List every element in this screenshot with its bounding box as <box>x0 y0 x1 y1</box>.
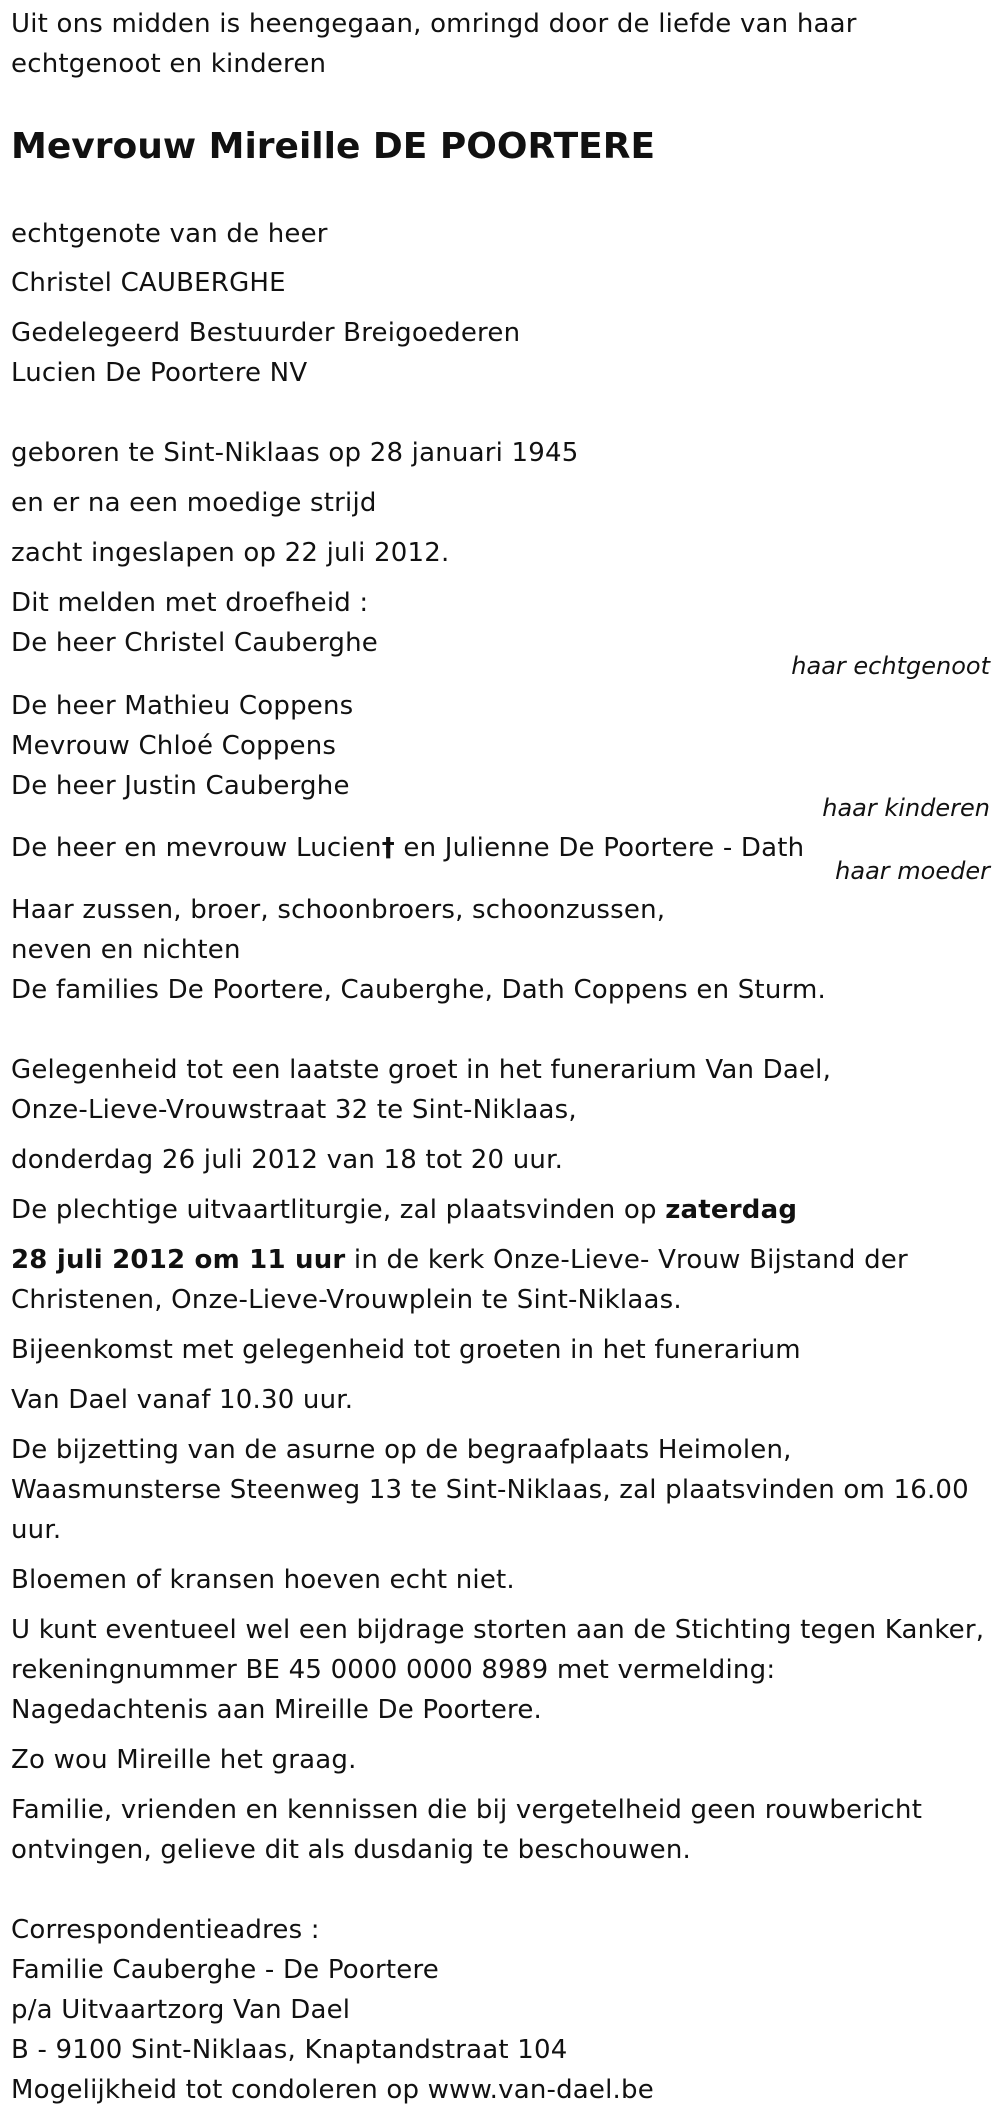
mother-role: haar moeder <box>835 857 990 885</box>
announcement-heading: Dit melden met droefheid : <box>11 588 369 618</box>
flowers-line: Bloemen of kransen hoeven echt niet. <box>11 1565 515 1595</box>
child-3: De heer Justin Cauberghe <box>11 771 350 801</box>
liturgy-date-time: 28 juli 2012 om 11 uur <box>11 1245 346 1275</box>
spouse-name: Christel CAUBERGHE <box>11 268 286 298</box>
families-line: De families De Poortere, Cauberghe, Dath Coppens en Sturm. <box>11 975 826 1005</box>
siblings-line-1: Haar zussen, broer, schoonbroers, schoonzussen, <box>11 895 666 925</box>
visitation-line-2: Onze-Lieve-Vrouwstraat 32 te Sint-Niklaas, <box>11 1095 577 1125</box>
donation-line-1: U kunt eventueel wel een bijdrage storten aan de Stichting tegen Kanker, <box>11 1615 985 1645</box>
interment-line-2: Waasmunsterse Steenweg 13 te Sint-Niklaas, zal plaatsvinden om 16.00 <box>11 1475 969 1505</box>
intro-line-2: echtgenoot en kinderen <box>11 49 327 79</box>
dagger-symbol: † <box>381 833 395 863</box>
parents-text-after: en Julienne De Poortere - Dath <box>394 833 805 863</box>
liturgy-prefix: De plechtige uitvaartliturgie, zal plaatsvinden op <box>11 1195 666 1225</box>
intro-line-1: Uit ons midden is heengegaan, omringd door de liefde van haar <box>11 9 857 39</box>
condolence-line: Mogelijkheid tot condoleren op www.van-dael.be <box>11 2075 654 2105</box>
liturgy-day: zaterdag <box>665 1195 798 1225</box>
child-2: Mevrouw Chloé Coppens <box>11 731 337 761</box>
liturgy-line-3: Christenen, Onze-Lieve-Vrouwplein te Sint-Niklaas. <box>11 1285 682 1315</box>
donation-line-3: Nagedachtenis aan Mireille De Poortere. <box>11 1695 543 1725</box>
gathering-line-1: Bijeenkomst met gelegenheid tot groeten in het funerarium <box>11 1335 801 1365</box>
spouse-title-line-1: Gedelegeerd Bestuurder Breigoederen <box>11 318 521 348</box>
parents-line <box>11 828 804 868</box>
husband-role: haar echtgenoot <box>791 652 990 680</box>
deceased-name: Mevrouw Mireille DE POORTERE <box>11 126 656 167</box>
siblings-line-2: neven en nichten <box>11 935 241 965</box>
interment-line-3: uur. <box>11 1515 62 1545</box>
spouse-intro: echtgenote van de heer <box>11 219 328 249</box>
children-role: haar kinderen <box>822 794 990 822</box>
spouse-title-line-2: Lucien De Poortere NV <box>11 358 308 388</box>
correspondence-line-1: Familie Cauberghe - De Poortere <box>11 1955 439 1985</box>
birth-line: geboren te Sint-Niklaas op 28 januari 1945 <box>11 438 579 468</box>
wish-line: Zo wou Mireille het graag. <box>11 1745 357 1775</box>
notice-line-2: ontvingen, gelieve dit als dusdanig te beschouwen. <box>11 1835 692 1865</box>
correspondence-line-2: p/a Uitvaartzorg Van Dael <box>11 1995 351 2025</box>
donation-line-2: rekeningnummer BE 45 0000 0000 8989 met vermelding: <box>11 1655 776 1685</box>
liturgy-line-1 <box>11 1190 797 1230</box>
struggle-line: en er na een moedige strijd <box>11 488 377 518</box>
liturgy-location-1: in de kerk Onze-Lieve- Vrouw Bijstand der <box>345 1245 908 1275</box>
liturgy-line-2 <box>11 1240 908 1280</box>
correspondence-heading: Correspondentieadres : <box>11 1915 320 1945</box>
death-line: zacht ingeslapen op 22 juli 2012. <box>11 538 450 568</box>
correspondence-line-3: B - 9100 Sint-Niklaas, Knaptandstraat 104 <box>11 2035 568 2065</box>
visitation-line-3: donderdag 26 juli 2012 van 18 tot 20 uur. <box>11 1145 564 1175</box>
visitation-line-1: Gelegenheid tot een laatste groet in het funerarium Van Dael, <box>11 1055 832 1085</box>
gathering-line-2: Van Dael vanaf 10.30 uur. <box>11 1385 354 1415</box>
notice-line-1: Familie, vrienden en kennissen die bij vergetelheid geen rouwbericht <box>11 1795 923 1825</box>
husband-name: De heer Christel Cauberghe <box>11 628 378 658</box>
child-1: De heer Mathieu Coppens <box>11 691 354 721</box>
interment-line-1: De bijzetting van de asurne op de begraafplaats Heimolen, <box>11 1435 792 1465</box>
parents-text-before: De heer en mevrouw Lucien <box>11 833 382 863</box>
